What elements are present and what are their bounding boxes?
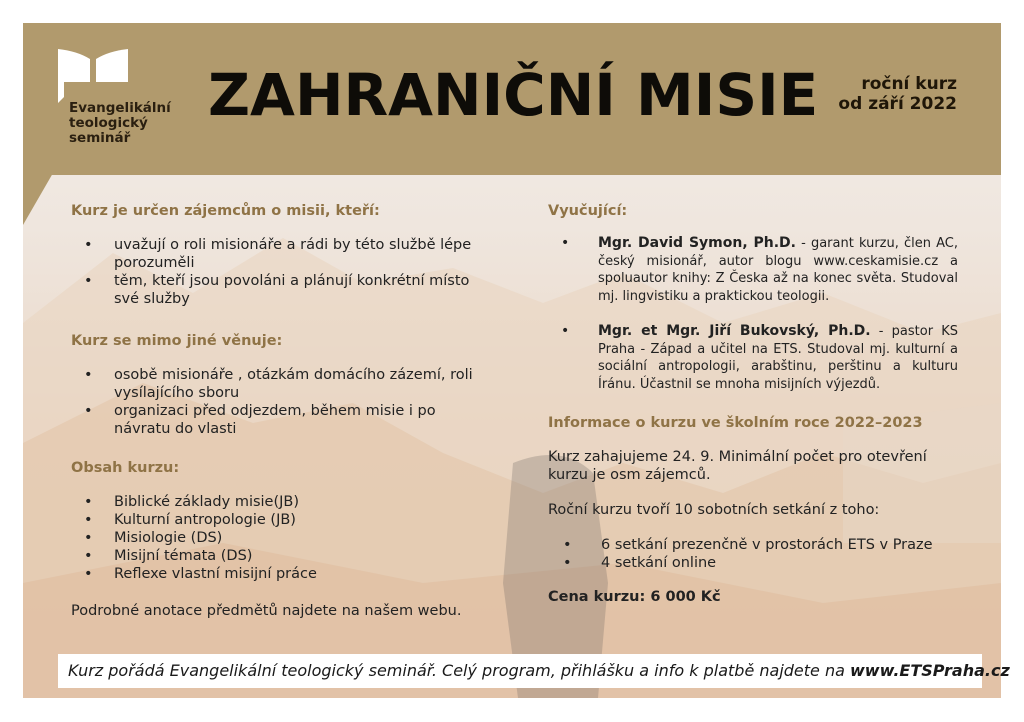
section-heading-audience: Kurz je určen zájemcům o misii, kteří: bbox=[71, 203, 380, 219]
section-heading-info: Informace o kurzu ve školním roce 2022–2023 bbox=[548, 415, 923, 431]
left-column bbox=[71, 203, 491, 620]
list-item: • uvažují o roli misionáře a rádi by této službě lépe porozuměli bbox=[71, 236, 491, 272]
course-type: roční kurz bbox=[861, 74, 957, 94]
course-info bbox=[838, 74, 957, 114]
meetings-list bbox=[548, 536, 958, 572]
topics-list bbox=[71, 366, 491, 438]
footer-text: Kurz pořádá Evangelikální teologický seminář. Celý program, přihlášku a info k platbě najdete na bbox=[68, 661, 850, 680]
price: Cena kurzu: 6 000 Kč bbox=[548, 589, 721, 605]
list-item: • Misijní témata (DS) bbox=[71, 547, 491, 565]
lecturer-desc: - garant kurzu, člen AC, český misionář, autor blogu www.ceskamisie.cz a spoluautor knihy: Z Česka až na konec světa. Studoval mj. lingvistiku a praktickou teologii. bbox=[598, 236, 958, 304]
list-item: • organizaci před odjezdem, během misie i po návratu do vlasti bbox=[71, 402, 491, 438]
lecturer-name: Mgr. David Symon, Ph.D. bbox=[598, 235, 796, 251]
section-heading-content: Obsah kurzu: bbox=[71, 460, 180, 476]
lecturer-item bbox=[548, 323, 958, 393]
poster bbox=[23, 23, 1010, 698]
footer-banner bbox=[58, 654, 1010, 688]
course-start: od září 2022 bbox=[838, 94, 957, 114]
logo-line: seminář bbox=[69, 130, 131, 146]
list-item: • těm, kteří jsou povoláni a plánují konkrétní místo své služby bbox=[71, 272, 491, 308]
right-column bbox=[548, 203, 958, 606]
lecturer-desc: - pastor KS Praha - Západ a učitel na ETS. Studoval mj. kulturní a sociální antropologii, arabštinu, perštinu a kulturu Íránu. Účastnil se mnoha misijních výjezdů. bbox=[598, 324, 958, 392]
list-item: • Kulturní antropologie (JB) bbox=[71, 511, 491, 529]
header-fold bbox=[23, 173, 53, 225]
list-item: • 4 setkání online bbox=[548, 554, 958, 572]
website-link[interactable]: www.ETSPraha.cz bbox=[850, 661, 1010, 680]
logo-line: teologický bbox=[69, 115, 148, 131]
list-item: • 6 setkání prezenčně v prostorách ETS v Praze bbox=[548, 536, 958, 554]
lecturer-name: Mgr. et Mgr. Jiří Bukovský, Ph.D. bbox=[598, 323, 871, 339]
content-list bbox=[71, 493, 491, 583]
book-logo-icon bbox=[57, 47, 129, 105]
list-item: • Reflexe vlastní misijní práce bbox=[71, 565, 491, 583]
annotation-note: Podrobné anotace předmětů najdete na našem webu. bbox=[71, 603, 462, 619]
list-item: • Biblické základy misie(JB) bbox=[71, 493, 491, 511]
page-title: ZAHRANIČNÍ MISIE bbox=[208, 61, 819, 129]
section-heading-lecturers: Vyučující: bbox=[548, 203, 628, 219]
lecturers-list bbox=[548, 235, 958, 393]
list-item: • Misiologie (DS) bbox=[71, 529, 491, 547]
list-item: • osobě misionáře , otázkám domácího zázemí, roli vysílajícího sboru bbox=[71, 366, 491, 402]
logo-line: Evangelikální bbox=[69, 100, 171, 116]
section-heading-topics: Kurz se mimo jiné věnuje: bbox=[71, 333, 283, 349]
info-paragraph: Kurz zahajujeme 24. 9. Minimální počet pro otevření kurzu je osm zájemců. bbox=[548, 449, 927, 483]
audience-list bbox=[71, 236, 491, 308]
lecturer-item bbox=[548, 235, 958, 305]
info-paragraph: Roční kurzu tvoří 10 sobotních setkání z toho: bbox=[548, 502, 880, 518]
logo-text bbox=[69, 101, 171, 146]
